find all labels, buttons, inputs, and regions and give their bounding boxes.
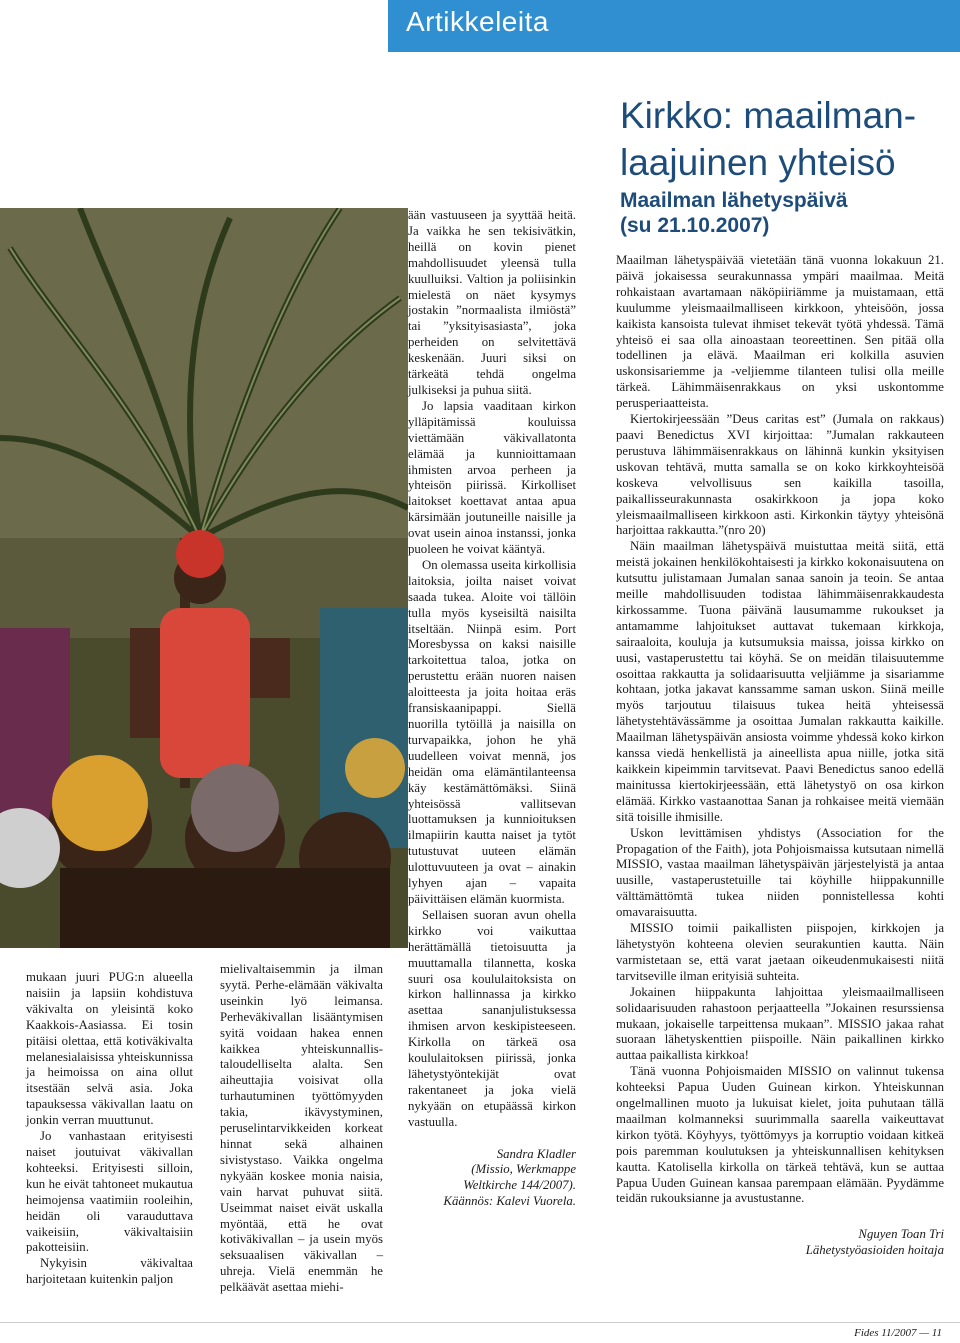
paragraph: Jokainen hiippakunta lahjoittaa yleismaailmalliseen solidaarisuuden rahastoon perjaatteella ”Jokainen resurssiensa mukaan, jokaiselle tarpeittensa mukaan”. MISSIO jakaa rahat suoraan lähetyskenttien piispoille. Näin paikallinen kirkko auttaa paikallista kirkkoa! <box>616 984 944 1063</box>
headline-line: laajuinen yhteisö <box>620 142 896 183</box>
paragraph: Maailman lähetyspäivää vietetään tänä vuonna lokakuun 21. päivä jokaisessa seurakunnassa ympäri maailmaa. Meitä rohkaistaan avartamaan näköpiiriämme ja muistamaan, että kuulumme yleismaailmalliseen kirkkoon, yhteisöön, jossa kaikista kansoista tulevat ihmiset tekevät työtä yhdessä. Tämä yhteisö ei saa olla ainoastaan teoreettinen. Sen pitää olla todellinen ja elävä. Maailman eri kolkilla asuvien uskonsisariemme ja -veljiemme tilanteen tulisi olla meille tärkeä. Lähimmäisenrakkaus on yksi uskontomme perusperiaatteista. <box>616 253 944 411</box>
paragraph: mielivaltaisemmin ja ilman syytä. Perhe-elämään väkivalta useinkin lyö leimansa. Perheväkivallan lisääntymisen syitä voidaan hakea ennen kaikkea yhteiskunnallis-taloudelliselta alalta. Sen aiheuttajia voisivat olla turhautuminen työttömyyden takia, ikävystyminen, peruselintarvikkeiden korkeat hinnat sekä alhainen sivistystaso. Vaikka ongelma nykyään koskee monia naisia, vain harvat puhuvat siitä. Useimmat naiset eivät uskalla myöntää, että he ovat kotiväkivallan – ja usein myös seksuaalisen väkivallan – uhreja. Vielä enemmän he pelkäävät asettaa miehi- <box>220 962 383 1295</box>
paragraph: Näin maailman lähetyspäivä muistuttaa meitä siitä, että meistä jokainen henkilökohtaisesti ja kirkko kokonaisuutena on kutsuttu julistamaan Jumalan sanaa sanoin ja teoin. Se antaa meille mahdollisuuden todistaa lähimmäisenrakkaudesta kirkossamme. Tuona päivänä lausumamme rukoukset ja antamamme lahjoitukset auttavat tukemaan kirkkoja, sairaaloita, kouluja ja kutsumuksia maissa, joissa kirkko on uusi, vastaperustettu tai köyhä. Se on meidän tilaisuutemme osoittaa rakkautta ja solidaarisuutta veljiämme ja sisariamme kohtaan, jotka jakavat kanssamme saman uskon. Siinä meille myös tarjoutuu tilaisuus tukea heitä yhteisessä lähetystehtävässämme ja osoittaa Jumalan rakkautta kaikille. Maailman lähetyspäivän ansiosta voimme yhdessä koko kirkon kanssa viedä henkellistä ja aineellista apua niille, jotka sitä kaikkein kipeimmin tarvitsevat. Paavi Benedictus sanoo edellä mainitussa kiertokirjeessään, että lähetystyö on osa kirkon elämää. Kirkko vastaanottaa Sanan ja rohkaisee meitä viemään sitä toisille ihmisille. <box>616 539 944 824</box>
source-line: (Missio, Werkmappe <box>471 1162 576 1177</box>
subheading-line: Maailman lähetyspäivä <box>620 189 848 212</box>
column-4 <box>616 253 944 1259</box>
author-title: Lähetystyöasioiden hoitaja <box>805 1243 944 1258</box>
photo-icon <box>0 208 408 948</box>
paragraph: mukaan juuri PUG:n alueella naisiin ja lapsiin kohdistuva väkivalta on yleisintä koko Kaakkois-Aasiassa. Ei tosin pitäisi olettaa, että kotiväkivalta melanesialaisissa yhteiskunnissa ja heimoissa on aina ollut itsestään selvä asia. Joka tapauksessa väkivallan laatu on jonkin verran muuttunut. <box>26 970 193 1128</box>
column-1 <box>26 970 193 1288</box>
paragraph: ään vastuuseen ja syyttää heitä. Ja vaikka he sen tekisivätkin, heillä on kovin pienet mahdollisuudet yleensä tulla kuulluiksi. Valtion ja poliisinkin mielestä on näet kysymys jostakin ”normaalista ilmiöstä” tai ”yksityisasiasta”, joka perheiden on selvitettävä keskenään. Juuri siksi on tärkeätä tehdä ongelma julkiseksi ja puhua siitä. <box>408 208 576 397</box>
source-line: Weltkirche 144/2007). <box>463 1178 576 1193</box>
footer-divider <box>0 1322 960 1323</box>
headline-line: Kirkko: maailman- <box>620 95 917 136</box>
paragraph: Nykyisin väkivaltaa harjoitetaan kuitenkin paljon <box>26 1256 193 1287</box>
paragraph: MISSIO toimii paikallisten piispojen, kirkkojen ja lähetystyön kohteena olevien seurakuntien kautta. Näin varmistetaan se, että varat jaetaan oikeudenmukaisesti niitä tarvitseville ilman erityisiä suhteita. <box>616 921 944 983</box>
paragraph: Uskon levittämisen yhdistys (Association for the Propagation of the Faith), jota Pohjoismaissa kutsutaan nimellä MISSIO, vastaa maailman lähetyspäivän järjestelyistä ja antaa uusille, vastaperustetuille tai köyhille hiippakunnille välttämättömtä tukea niiden ponnistellessa kohti omavaraisuutta. <box>616 825 944 920</box>
article-photo <box>0 208 408 948</box>
paragraph: Jo lapsia vaaditaan kirkon ylläpitämissä kouluissa viettämään väkivallatonta elämää ja kunnioittamaan ihmisten arvoa perheen ja yhteisön piirissä. Kirkolliset laitokset koettavat antaa apua kärsimään joutuneille naisille ja ovat usein ainoa instanssi, jonka puoleen he voivat kääntyä. <box>408 398 576 557</box>
paragraph: On olemassa useita kirkollisia laitoksia, joilta naiset voivat saada tukea. Aloite voi tällöin tulla myös kyseisiltä naisilta itseltään. Niinpä esim. Port Moresbyssa on kaksi naisille tarkoitettua taloa, jotka on perustettu erään nuoren naisen aloitteesta ja joita hoitaa eräs fransiskaanipappi. Siellä nuorilla tytöillä ja naisilla on turvapaikka, johon he yhä uudelleen voivat mennä, jos heidän oma elämäntilanteensa käy kestämättömäksi. Siinä yhteisössä vallitsevan luottamuksen ja kunnioituksen ilmapiirin kautta naiset ja tytöt tutustuvat uuteen elämän ulottuvuuteen ja ovat – ainakin lyhyen ajan – vapaita päivittäisen elämän kuormista. <box>408 557 576 906</box>
paragraph: Sellaisen suoran avun ohella kirkko voi vaikuttaa herättämällä tietoisuutta ja muuttamalla tilannetta, koska suuri osa koululaitoksista on kirkon hallinnassa ja kirkko asettaa sananjulistuksessa ihmisen arvon keskipisteeseen. Kirkolla on tärkeä osa koululaitoksen piirissä, jonka lähetystyöntekijät ovat rakentaneet ja joka vielä nykyään on etupäässä kirkon vastuulla. <box>408 907 576 1129</box>
section-title: Artikkeleita <box>406 6 549 37</box>
paragraph: Jo vanhastaan erityisesti naiset joutuivat väkivallan kohteeksi. Erityisesti silloin, kun he eivät tahtoneet mukautua heimojensa vaatimiin rooleihin, heidän oli varauduttava vaikeisiin, väkivaltaisiin pakotteisiin. <box>26 1129 193 1255</box>
subheading-line: (su 21.10.2007) <box>620 214 770 237</box>
translator-line: Käännös: Kalevi Vuorela. <box>443 1194 576 1209</box>
article-subheading <box>620 188 950 238</box>
paragraph: Tänä vuonna Pohjoismaiden MISSIO on valinnut tukensa kohteeksi Papua Uuden Guinean kirkon. Yhteiskunnan ongelmallinen muoto ja lukuisat kielet, joita puhutaan tällä maailman kolmanneksi suurimmalla saarella vaikeuttavat kirkon työtä. Köyhyys, työttömyys ja korruptio voidaan kitkeä pois paremman koulutuksen ja yhteiskunnallisen kehityksen kautta. Katolisella kirkolla on tärkeä tehtävä, kun se auttaa Papua Uuden Guinean kansaa parempaan elämään. Pyydämme teidän rukouksianne ja avustustanne. <box>616 1064 944 1206</box>
column-2 <box>220 962 383 1296</box>
section-banner <box>388 0 960 52</box>
paragraph: Kiertokirjeessään ”Deus caritas est” (Jumala on rakkaus) paavi Benedictus XVI kirjoittaa: ”Jumalan rakkauteen perustuva lähimmäisenrakkaus on lähinnä kunkin yksityisen uskovan tehtävä, mutta samalla se on koko kirkkoyhteisöä koskeva velvollisuus sen kaikilla tasoilla, paikallisseurakunnasta osakirkkoon ja jopa koko yleismaailmalliseen kirkkoon asti. Kirkonkin täytyy yhteisönä harjoittaa rakkautta.”(nro 20) <box>616 412 944 538</box>
article-headline <box>620 92 950 186</box>
column-3 <box>408 208 576 1210</box>
author-name: Sandra Kladler <box>496 1146 576 1161</box>
page-footer: Fides 11/2007 — 11 <box>854 1327 942 1339</box>
author-name: Nguyen Toan Tri <box>858 1227 944 1242</box>
